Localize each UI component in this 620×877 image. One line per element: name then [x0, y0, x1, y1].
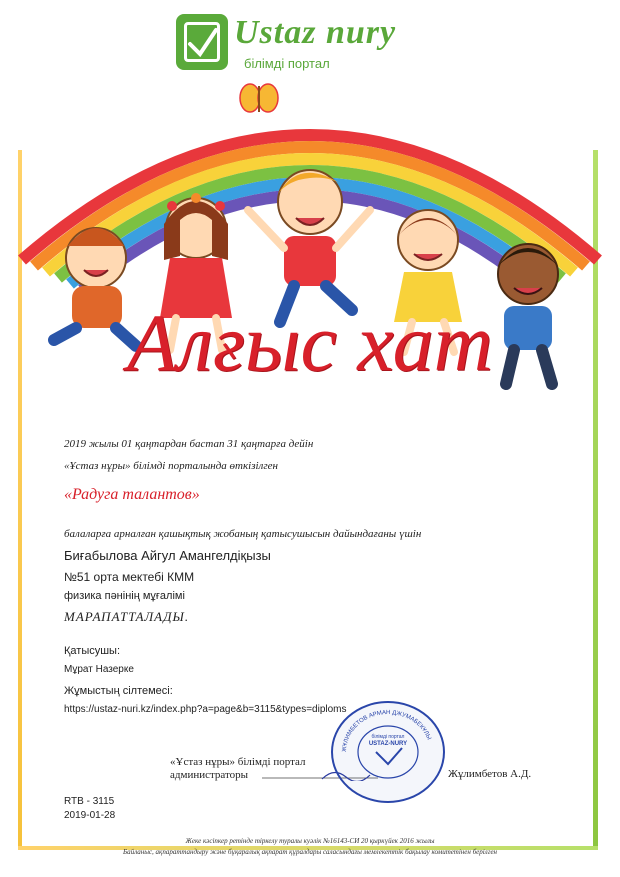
teacher-position: физика пәнінің мұғалімі	[64, 590, 185, 602]
certificate-title: Алғыс хат	[127, 297, 493, 388]
purpose-text: балаларға арналған қашықтық жобаның қатысушысын дайындағаны үшін	[64, 528, 422, 540]
official-stamp-icon	[330, 700, 446, 804]
logo-subtitle: білімді портал	[244, 56, 330, 71]
footer-line-1: Жеке кәсіпкер ретінде тіркелу туралы куәлік №16143-СИ 20 қыркүйек 2016 жылы	[185, 837, 435, 845]
participant-label: Қатысушы:	[64, 645, 121, 657]
awarded-text: МАРАПАТТАЛАДЫ.	[64, 609, 190, 624]
svg-text:білімді портал: білімді портал	[371, 734, 405, 740]
signer-name: Жұлимбетов А.Д.	[448, 768, 532, 780]
portal-text: «Ұстаз нұры» білімді порталында өткізілген	[64, 460, 278, 472]
admin-title-line1: «Ұстаз нұры» білімді портал	[170, 756, 306, 768]
admin-title-line2: администраторы	[170, 769, 249, 781]
participant-name: Мұрат Назерке	[64, 664, 134, 675]
footer-line-2: Байланыс, ақпараттандыру және бұқаралық ақпарат құралдары саласындағы мемлекеттік бақылау комитетінен берілген	[122, 848, 498, 856]
svg-text:USTAZ-NURY: USTAZ-NURY	[368, 741, 408, 747]
logo-brand-text: Ustaz nury	[234, 14, 397, 51]
teacher-name: Биғабылова Айгул Амангелдіқызы	[64, 548, 271, 563]
school-name: №51 орта мектебі КММ	[64, 570, 195, 584]
work-link: https://ustaz-nuri.kz/index.php?a=page&b=3115&types=diploms	[64, 704, 347, 715]
issue-date: 2019-01-28	[64, 810, 116, 821]
svg-text:ЖҰЛИМБЕТОВ АРМАН ДЖУМАБЕКҰЛЫ: ЖҰЛИМБЕТОВ АРМАН ДЖУМАБЕКҰЛЫ	[341, 709, 432, 753]
period-text: 2019 жылы 01 қаңтардан бастап 31 қаңтарға дейін	[64, 438, 314, 450]
link-label: Жұмыстың сілтемесі:	[64, 685, 173, 697]
butterfly-icon	[240, 84, 278, 112]
record-number: RTB - 3115	[64, 796, 115, 807]
contest-name: «Радуга талантов»	[64, 486, 200, 503]
